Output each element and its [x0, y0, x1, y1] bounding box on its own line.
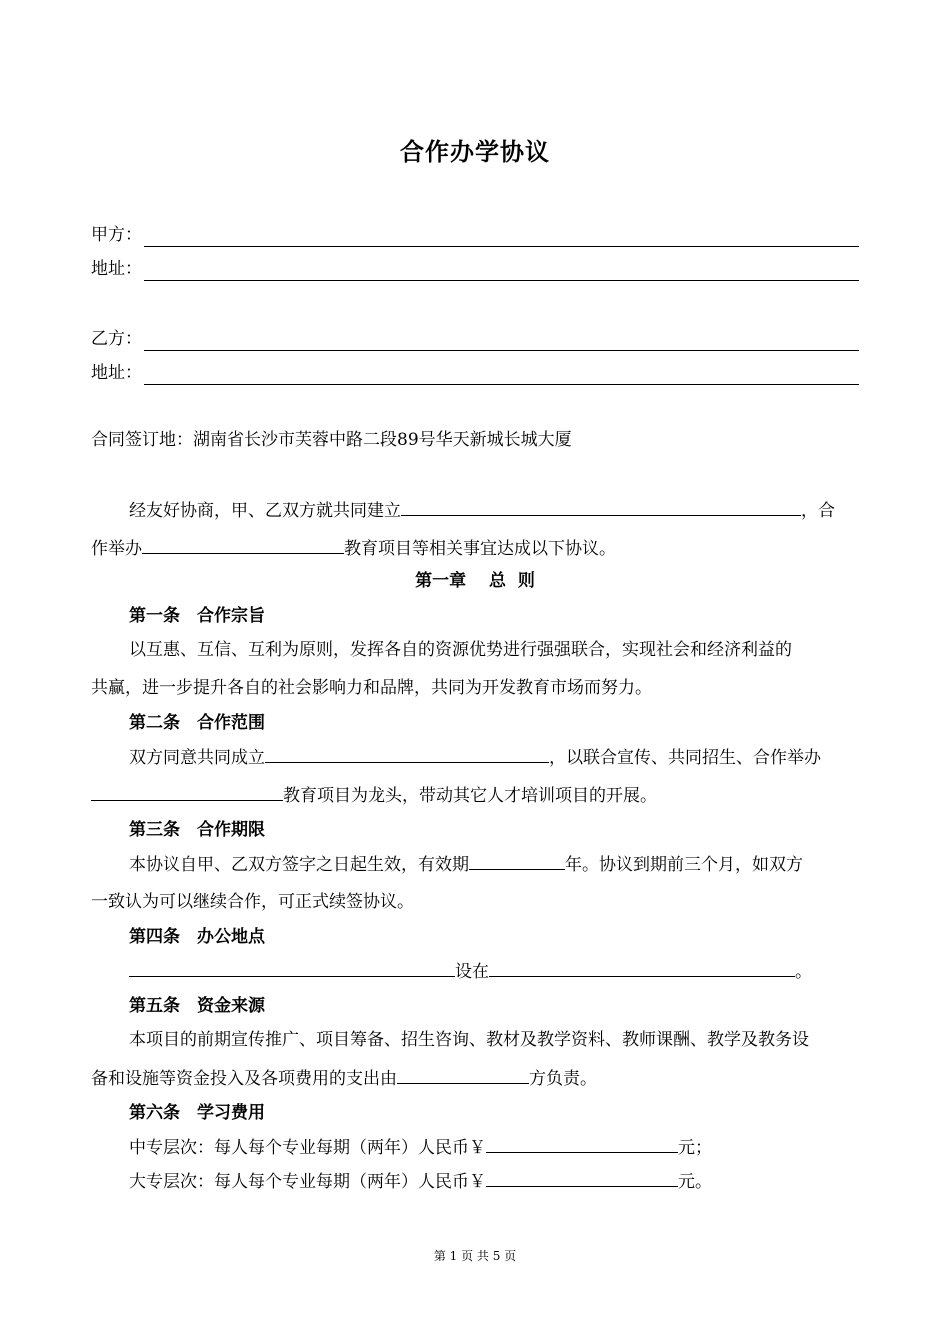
party-b-address-label: 地址：	[91, 363, 142, 383]
secondary-fee-unit: 元；	[678, 1138, 712, 1158]
article-2-text-2: ，以联合宣传、共同招生、合作举办	[549, 748, 821, 768]
party-b-blank	[144, 334, 859, 351]
article-4-text-1: 设在	[455, 962, 489, 982]
intro-text-4: 教育项目等相关事宜达成以下协议。	[344, 539, 616, 559]
college-fee-unit: 元。	[678, 1172, 712, 1192]
article-2-heading: 第二条 合作范围	[129, 713, 265, 733]
intro-text-1: 经友好协商，甲、乙双方就共同建立	[129, 501, 401, 521]
term-years-blank	[469, 852, 565, 870]
party-a-blank	[144, 230, 859, 247]
party-b-label: 乙方：	[91, 329, 142, 349]
article-5-text-2: 方负责。	[529, 1069, 597, 1089]
article-5-heading: 第五条 资金来源	[129, 996, 265, 1016]
article-3-text-2: 年。协议到期前三个月，如双方	[565, 855, 803, 875]
article-5-line-2	[91, 1066, 859, 1091]
article-4-text-2: 。	[795, 962, 812, 982]
party-a-row	[91, 223, 859, 247]
intro-text-2: ，合	[801, 501, 835, 521]
institution-blank	[265, 745, 549, 763]
cooperation-program-blank	[91, 783, 283, 801]
party-b-address-row	[91, 361, 859, 385]
article-6-line-2	[129, 1169, 859, 1194]
article-6-heading: 第六条 学习费用	[129, 1103, 265, 1123]
college-fee-blank	[486, 1169, 678, 1187]
article-3-line-1	[129, 852, 859, 877]
article-2-line-2	[91, 783, 859, 808]
article-2-line-1	[129, 745, 859, 770]
article-3-line-2: 一致认为可以继续合作，可正式续签协议。	[91, 892, 414, 912]
page-number-footer: 第 1 页 共 5 页	[433, 1249, 517, 1263]
chapter-heading: 第一章 总 则	[415, 571, 535, 591]
party-a-address-blank	[144, 264, 859, 281]
intro-line-1	[129, 498, 859, 523]
article-2-text-3: 教育项目为龙头，带动其它人才培训项目的开展。	[283, 786, 657, 806]
funding-party-blank	[397, 1066, 529, 1084]
secondary-fee-blank	[486, 1135, 678, 1153]
intro-line-2	[91, 536, 859, 561]
program-blank	[142, 536, 344, 554]
party-b-address-blank	[144, 368, 859, 385]
party-a-address-row	[91, 257, 859, 281]
secondary-fee-text: 中专层次：每人每个专业每期（两年）人民币￥	[129, 1138, 486, 1158]
office-location-blank	[489, 959, 795, 977]
project-name-blank	[401, 498, 801, 516]
article-2-text-1: 双方同意共同成立	[129, 748, 265, 768]
intro-text-3: 作举办	[91, 539, 142, 559]
document-title: 合作办学协议	[400, 138, 550, 166]
article-3-text-1: 本协议自甲、乙双方签字之日起生效，有效期	[129, 855, 469, 875]
article-4-line-1	[129, 959, 859, 984]
office-owner-blank	[129, 959, 455, 977]
party-a-label: 甲方：	[91, 225, 142, 245]
article-1-line-1: 以互惠、互信、互利为原则，发挥各自的资源优势进行强强联合，实现社会和经济利益的	[129, 640, 792, 660]
article-5-line-1: 本项目的前期宣传推广、项目筹备、招生咨询、教材及教学资料、教师课酬、教学及教务设	[129, 1030, 809, 1050]
party-b-row	[91, 327, 859, 351]
signing-place: 合同签订地：湖南省长沙市芙蓉中路二段89号华天新城长城大厦	[91, 430, 572, 450]
article-1-heading: 第一条 合作宗旨	[129, 606, 265, 626]
college-fee-text: 大专层次：每人每个专业每期（两年）人民币￥	[129, 1172, 486, 1192]
article-6-line-1	[129, 1135, 859, 1160]
article-3-heading: 第三条 合作期限	[129, 820, 265, 840]
article-1-line-2: 共赢，进一步提升各自的社会影响力和品牌，共同为开发教育市场而努力。	[91, 678, 652, 698]
party-a-address-label: 地址：	[91, 259, 142, 279]
article-4-heading: 第四条 办公地点	[129, 927, 265, 947]
article-5-text-1: 备和设施等资金投入及各项费用的支出由	[91, 1069, 397, 1089]
